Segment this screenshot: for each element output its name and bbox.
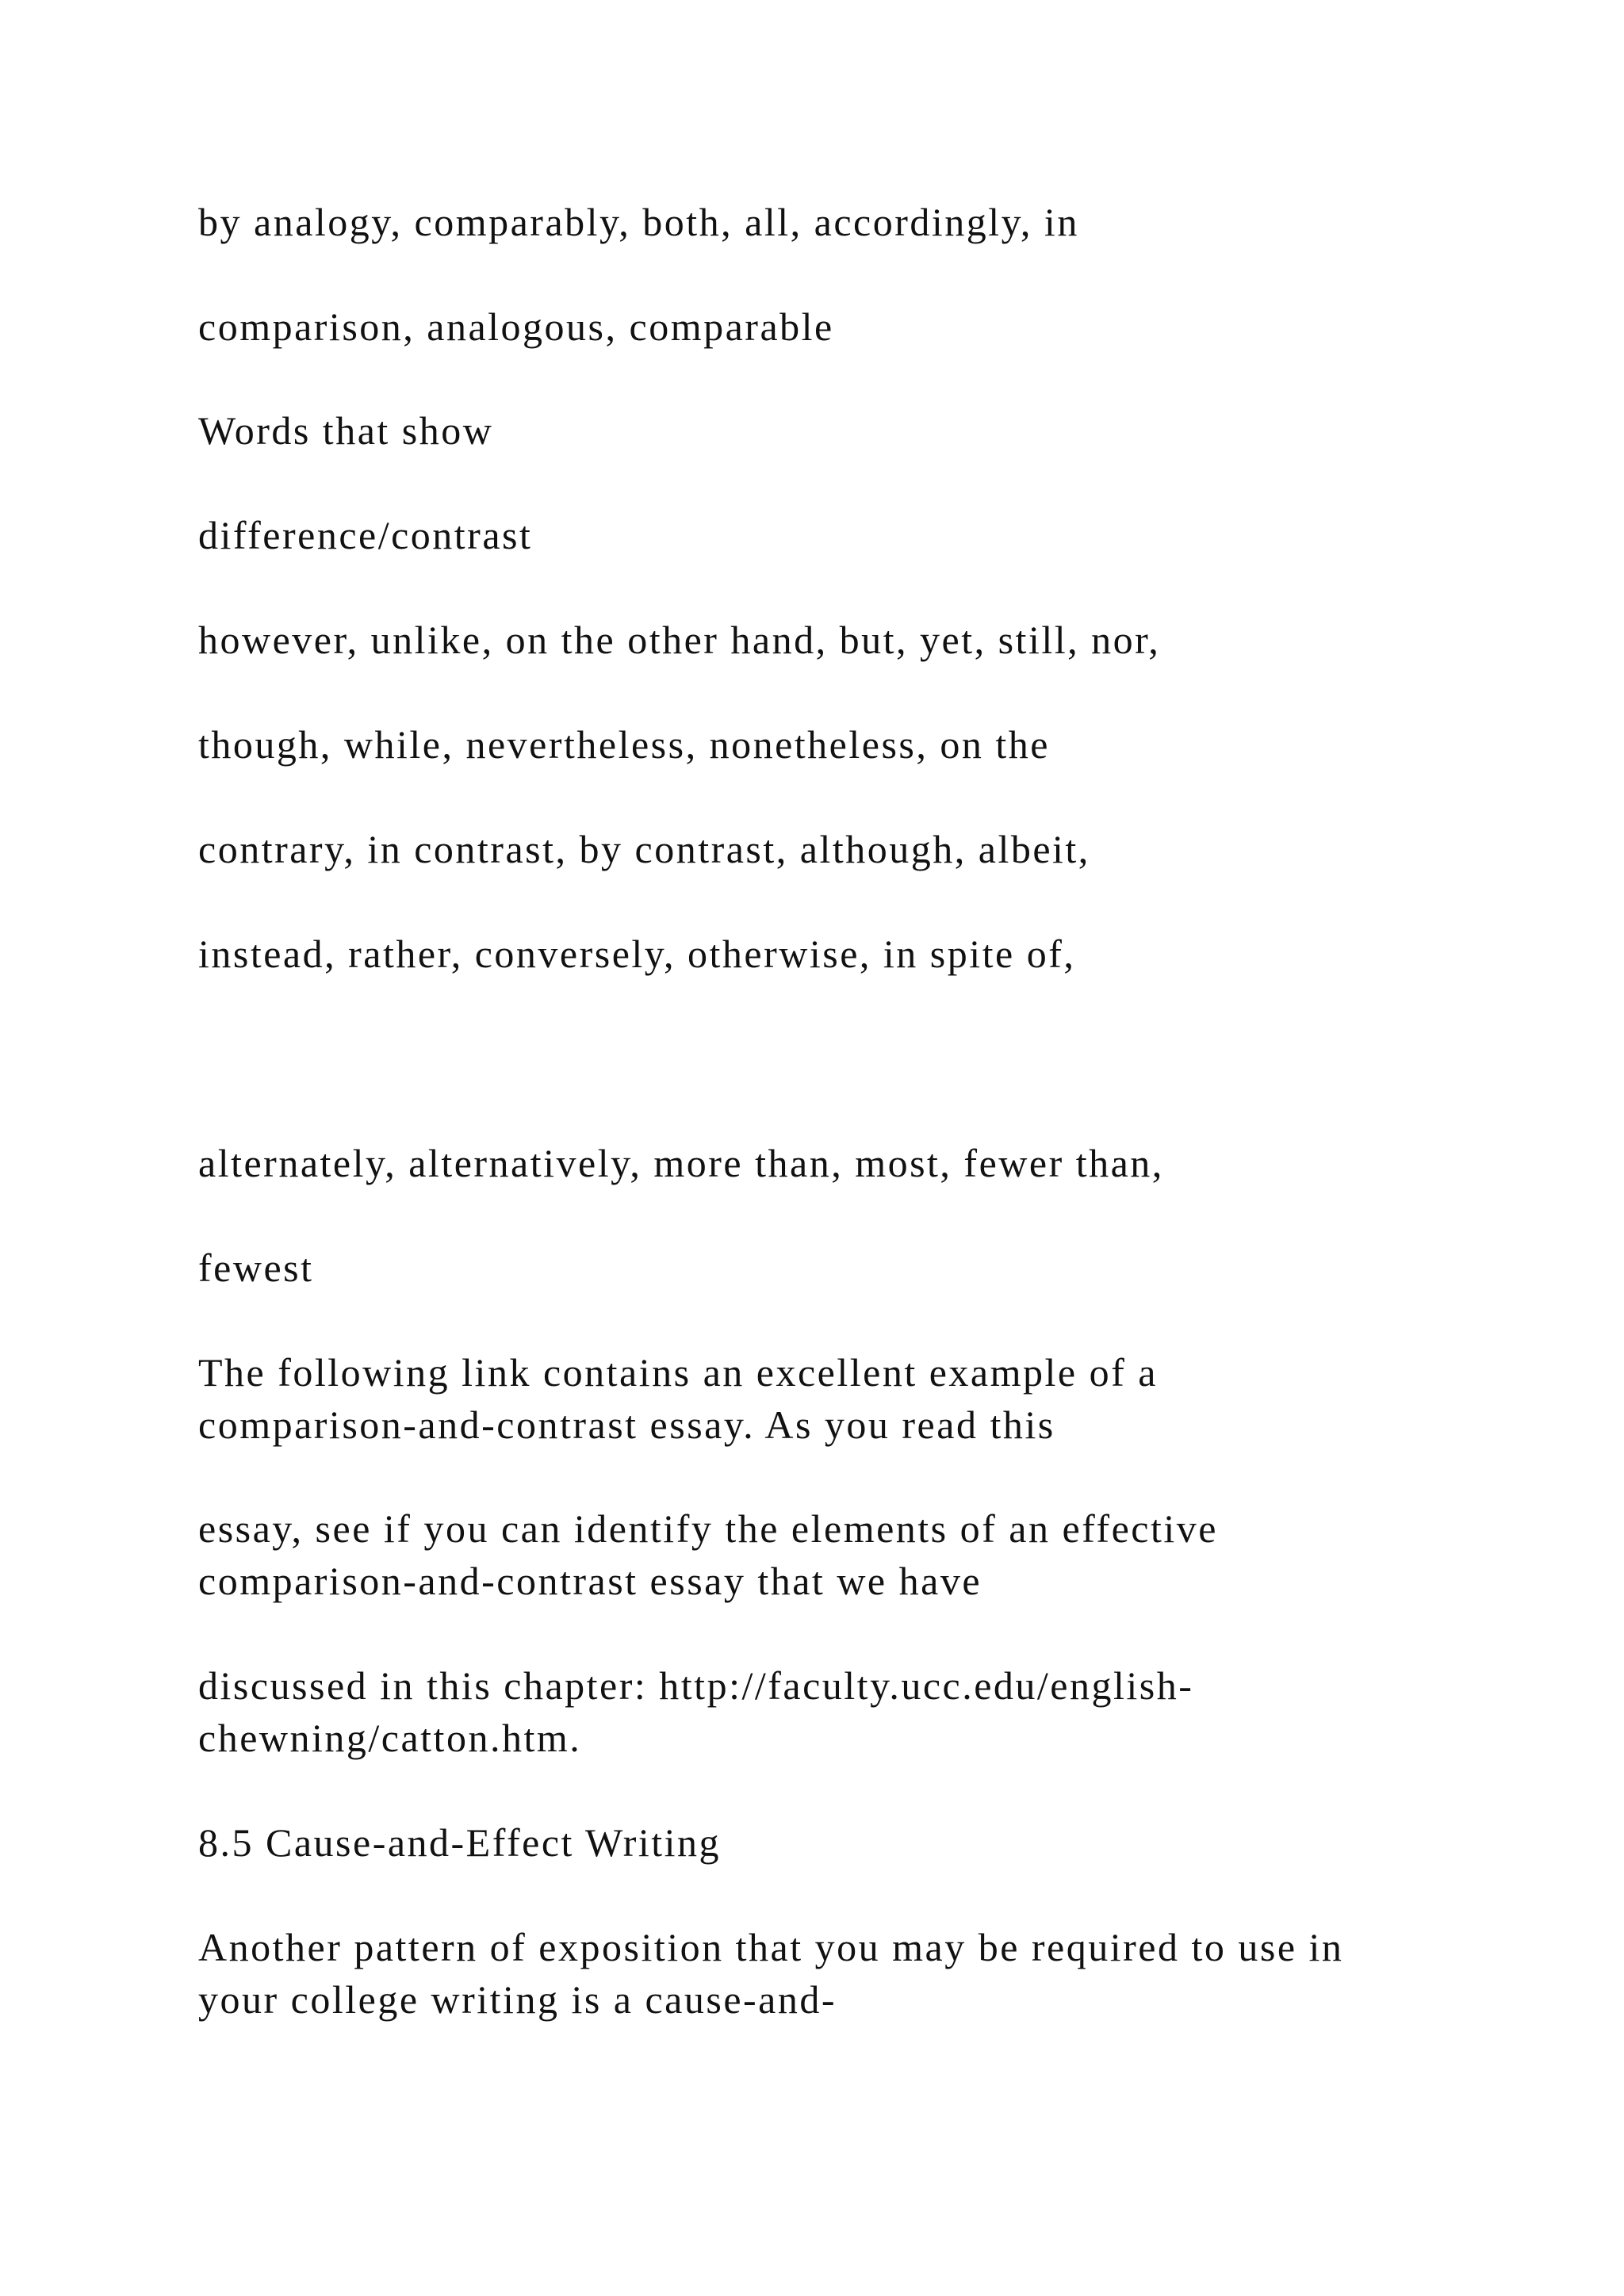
text-line: alternately, alternatively, more than, most, fewer than, [198,1141,1164,1185]
text-line: Words that show [198,408,494,453]
text-line: comparison-and-contrast essay. As you read this [198,1402,1055,1447]
text-line: comparison, analogous, comparable [198,304,834,349]
text-line: however, unlike, on the other hand, but, yet, still, nor, [198,618,1161,662]
text-line: comparison-and-contrast essay that we have [198,1559,982,1603]
text-line: difference/contrast [198,513,533,557]
text-line: fewest [198,1246,314,1290]
section-heading: 8.5 Cause-and-Effect Writing [198,1820,722,1865]
text-line: by analogy, comparably, both, all, accordingly, in [198,200,1079,244]
text-line: contrary, in contrast, by contrast, although, albeit, [198,827,1090,871]
text-line: essay, see if you can identify the elements of an effective [198,1506,1218,1551]
text-line: discussed in this chapter: http://faculty.ucc.edu/english- [198,1663,1194,1708]
text-line: Another pattern of exposition that you may be required to use in [198,1925,1344,1969]
text-line: your college writing is a cause-and- [198,1977,837,2022]
text-line: The following link contains an excellent example of a [198,1350,1158,1395]
text-line: though, while, nevertheless, nonetheless, on the [198,722,1050,767]
text-line: chewning/catton.htm. [198,1716,582,1760]
text-line: instead, rather, conversely, otherwise, in spite of, [198,932,1076,976]
